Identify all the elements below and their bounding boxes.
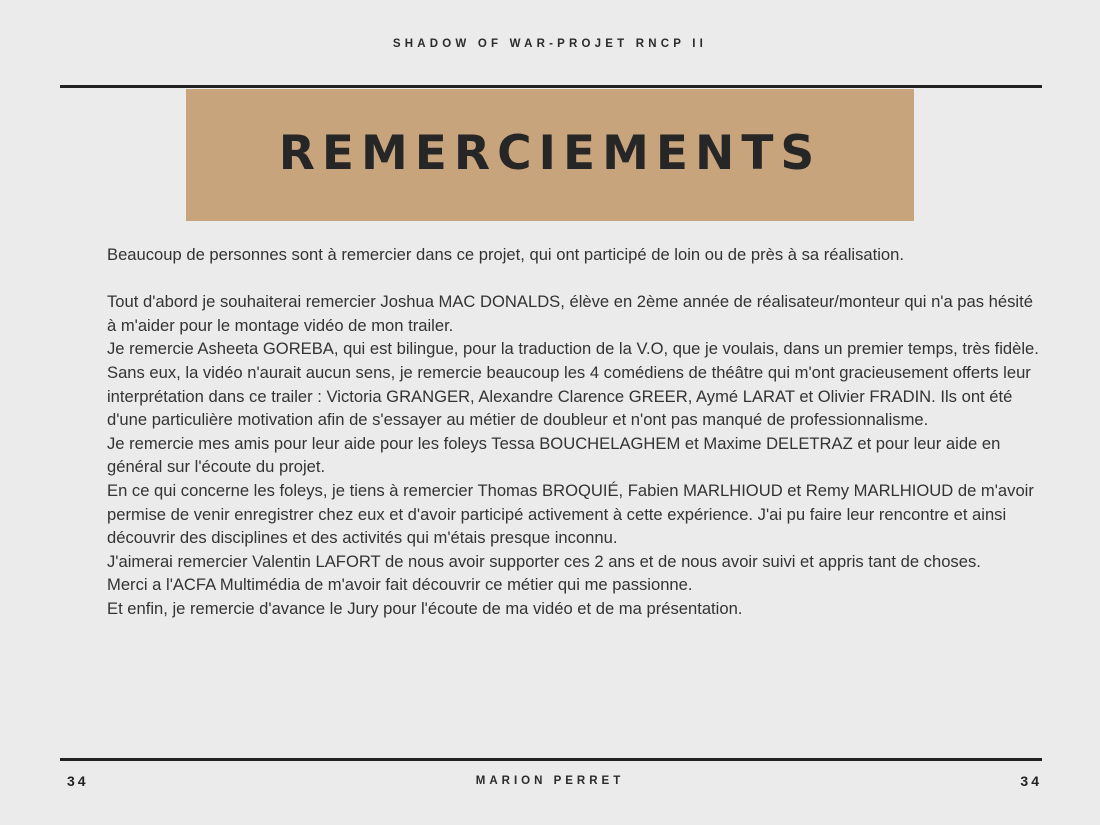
paragraph-acfa: Merci a l'ACFA Multimédia de m'avoir fait découvrir ce métier qui me passionne. [107, 575, 693, 595]
page-title: REMERCIEMENTS [278, 126, 822, 181]
paragraph-spacer [107, 267, 1042, 291]
page-number-right: 34 [1020, 773, 1042, 789]
paragraph-jury: Et enfin, je remercie d'avance le Jury pour l'écoute de ma vidéo et de ma présentation. [107, 598, 743, 618]
paragraph-valentin: J'aimerai remercier Valentin LAFORT de nous avoir supporter ces 2 ans et de nous avoir suivi et appris tant de choses. [107, 551, 981, 571]
page-number-left: 34 [67, 773, 89, 789]
paragraph-amis: Je remercie mes amis pour leur aide pour les foleys Tessa BOUCHELAGHEM et Maxime DELETRAZ et pour leur aide en général sur l'écoute du projet. [107, 433, 1001, 477]
bottom-divider [60, 758, 1042, 761]
paragraph-asheeta: Je remercie Asheeta GOREBA, qui est bilingue, pour la traduction de la V.O, que je voulais, dans un premier temps, très fidèle. [107, 339, 1039, 359]
document-header-title: SHADOW OF WAR-PROJET RNCP II [392, 38, 708, 50]
paragraph-foleys: En ce qui concerne les foleys, je tiens à remercier Thomas BROQUIÉ, Fabien MARLHIOUD et Remy MARLHIOUD de m'avoir permise de venir enregistrer chez eux et d'avoir participé activement à cette expérience. J'ai pu faire leur rencontre et ainsi découvrir des disciplines et des activités qui m'étais presque inconnu. [107, 480, 1034, 548]
top-divider [60, 85, 1042, 88]
paragraph-joshua: Tout d'abord je souhaiterai remercier Joshua MAC DONALDS, élève en 2ème année de réalisateur/monteur qui n'a pas hésité à m'aider pour le montage vidéo de mon trailer. [107, 292, 1033, 335]
acknowledgements-body [107, 243, 1042, 621]
paragraph-comediens: Sans eux, la vidéo n'aurait aucun sens, je remercie beaucoup les 4 comédiens de théâtre qui m'ont gracieusement offerts leur interprétation dans ce trailer : Victoria GRANGER, Alexandre Clarence GREER, Aymé LARAT et Olivier FRADIN. Ils ont été d'une particulière motivation afin de s'essayer au métier de doubleur et n'ont pas manqué de professionnalisme. [107, 362, 1031, 430]
intro-paragraph: Beaucoup de personnes sont à remercier dans ce projet, qui ont participé de loin ou de près à sa réalisation. [107, 245, 904, 264]
footer-author: MARION PERRET [475, 775, 625, 787]
